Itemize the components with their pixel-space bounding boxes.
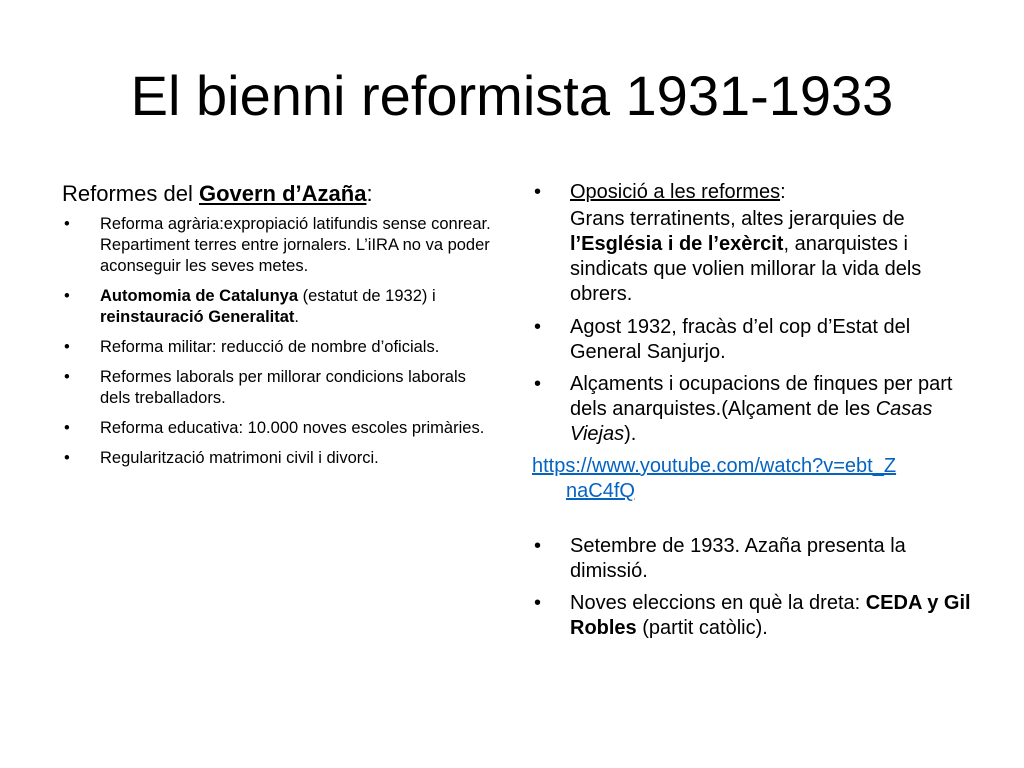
bullet-icon: • [64, 368, 70, 386]
opposition-detail-post: , anarquistes i sindicats que volien millorar la vida dels obrers. [570, 233, 922, 305]
youtube-link-line1: https://www.youtube.com/watch?v=ebt_Z [532, 455, 897, 477]
opposition-label: Oposició a les reformes [570, 181, 781, 203]
casas-viejas-italic: Casas Viejas [570, 398, 933, 445]
reforms-list [62, 214, 494, 469]
list-item [532, 591, 972, 641]
reform-agraria-text: Reforma agrària:expropiació latifundis sense conrear. Repartiment terres entre jornalers. L’iIRA no va poder aconseguir les seves metes. [100, 215, 491, 275]
ceda-gil-robles-bold: CEDA y Gil Robles [570, 592, 971, 639]
reform-laborals-text: Reformes laborals per millorar condicions laborals dels treballadors. [100, 368, 466, 407]
bullet-icon: • [64, 287, 70, 305]
bullet-icon: • [64, 215, 70, 233]
eleccions-pre: Noves eleccions en què la dreta: [570, 592, 866, 614]
opposition-colon: : [780, 181, 786, 203]
left-heading [62, 180, 494, 208]
eleccions-post: (partit catòlic). [636, 617, 768, 639]
left-heading-prefix: Reformes del [62, 181, 199, 206]
autonomia-mid: (estatut de 1932) i [298, 287, 436, 305]
youtube-link-line2: naC4fQ [566, 480, 635, 502]
right-column [532, 180, 972, 648]
alcaments-pre: Alçaments i ocupacions de finques per part dels anarquistes.(Alçament de les [570, 373, 953, 420]
youtube-link[interactable] [532, 454, 972, 504]
generalitat-bold: reinstauració Generalitat [100, 308, 295, 326]
autonomia-bold: Automomia de Catalunya [100, 287, 299, 305]
bullet-icon: • [534, 181, 542, 203]
left-heading-bold: Govern d’Azaña [198, 181, 367, 206]
list-item [62, 337, 494, 358]
left-column [62, 180, 494, 478]
reform-militar-text: Reforma militar: reducció de nombre d’oficials. [100, 338, 440, 356]
bullet-icon: • [534, 373, 542, 395]
list-item [62, 367, 494, 409]
list-item [532, 534, 972, 584]
bullet-icon: • [534, 316, 542, 338]
reform-matrimoni-text: Regularització matrimoni civil i divorci. [100, 449, 379, 467]
outcome-list [532, 534, 972, 641]
autonomia-end: . [294, 308, 300, 326]
dimissio-text: Setembre de 1933. Azaña presenta la dimissió. [570, 535, 906, 582]
esglesia-exercit-bold: l’Església i de l’exèrcit [570, 233, 784, 255]
list-item [62, 448, 494, 469]
sanjurjo-text: Agost 1932, fracàs d’el cop d’Estat del General Sanjurjo. [570, 316, 911, 363]
bullet-icon: • [64, 449, 70, 467]
opposition-detail-pre: Grans terratinents, altes jerarquies de [570, 208, 905, 230]
list-item [62, 418, 494, 439]
reform-educativa-text: Reforma educativa: 10.000 noves escoles primàries. [100, 419, 485, 437]
list-item [62, 286, 494, 328]
events-list [532, 315, 972, 447]
list-item [532, 180, 972, 205]
left-heading-colon: : [366, 181, 373, 206]
bullet-icon: • [64, 338, 70, 356]
alcaments-post: ). [624, 423, 637, 445]
list-item [532, 372, 972, 447]
list-item [532, 315, 972, 365]
opposition-detail [532, 207, 972, 307]
list-item [62, 214, 494, 277]
bullet-icon: • [534, 535, 542, 557]
slide-title: El bienni reformista 1931-1933 [130, 64, 894, 127]
opposition-list [532, 180, 972, 205]
bullet-icon: • [64, 419, 70, 437]
bullet-icon: • [534, 592, 542, 614]
